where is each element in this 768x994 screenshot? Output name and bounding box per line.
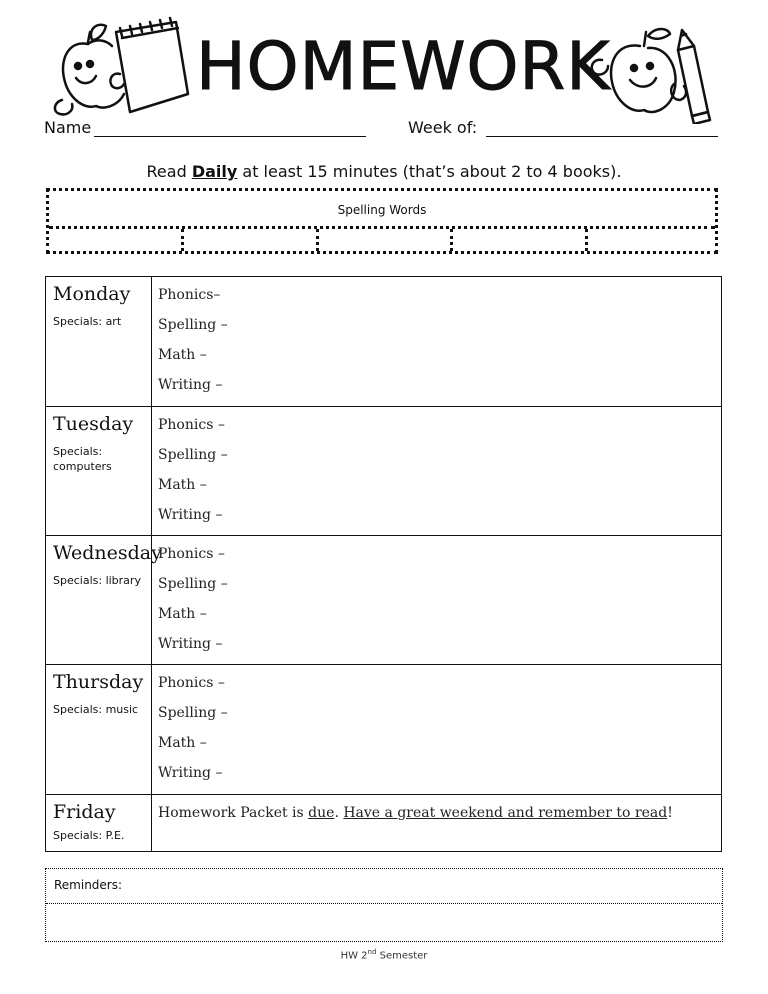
spelling-cell-divider xyxy=(450,229,453,251)
task-math: Math – xyxy=(158,735,207,751)
friday-note-text: due xyxy=(308,805,335,821)
footer-label xyxy=(0,948,768,961)
footer-suffix: Semester xyxy=(376,950,428,962)
specials-label: Specials: computers xyxy=(53,445,112,473)
day-cell xyxy=(46,277,152,406)
weekly-homework-table xyxy=(45,276,722,852)
day-name: Tuesday xyxy=(53,413,134,435)
task-phonics: Phonics– xyxy=(158,287,221,303)
reading-instruction xyxy=(0,162,768,181)
task-cell xyxy=(158,665,721,794)
task-writing: Writing – xyxy=(158,636,223,652)
name-label: Name xyxy=(44,118,92,137)
friday-note-text: ! xyxy=(667,805,673,821)
day-name: Monday xyxy=(53,283,131,305)
friday-note-text: . xyxy=(334,805,344,821)
reading-suffix: at least 15 minutes (that’s about 2 to 4 books). xyxy=(237,162,622,181)
day-name: Wednesday xyxy=(53,542,162,564)
specials-label: Specials: P.E. xyxy=(53,829,125,842)
spelling-cell-divider xyxy=(316,229,319,251)
spelling-words-box xyxy=(46,188,718,254)
task-writing: Writing – xyxy=(158,377,223,393)
footer-text: HW 2 xyxy=(340,950,368,962)
day-name: Thursday xyxy=(53,671,144,693)
task-cell xyxy=(158,407,721,535)
task-writing: Writing – xyxy=(158,765,223,781)
day-cell xyxy=(46,536,162,664)
page-title: HOMEWORK xyxy=(196,28,611,105)
spelling-cell-divider xyxy=(181,229,184,251)
reminders-divider xyxy=(46,903,722,904)
task-spelling: Spelling – xyxy=(158,317,228,333)
reminders-box xyxy=(45,868,723,942)
task-cell xyxy=(158,277,721,406)
day-row-friday xyxy=(46,795,721,851)
task-phonics: Phonics – xyxy=(158,546,225,562)
day-row-thursday xyxy=(46,665,721,795)
day-row-wednesday xyxy=(46,536,721,665)
day-cell xyxy=(46,407,152,535)
specials-label: Specials: art xyxy=(53,315,122,328)
reading-prefix: Read xyxy=(146,162,192,181)
task-phonics: Phonics – xyxy=(158,675,225,691)
task-spelling: Spelling – xyxy=(158,705,228,721)
task-math: Math – xyxy=(158,477,207,493)
task-cell xyxy=(158,795,721,851)
reading-emphasis: Daily xyxy=(191,162,238,181)
task-math: Math – xyxy=(158,347,207,363)
friday-note-text: Homework Packet is xyxy=(158,805,309,821)
specials-label: Specials: music xyxy=(53,703,139,716)
spelling-cell-divider xyxy=(585,229,588,251)
footer-superscript: nd xyxy=(367,948,377,956)
task-math: Math – xyxy=(158,606,207,622)
day-name: Friday xyxy=(53,801,116,823)
apple-notepad-clipart-icon xyxy=(48,14,198,122)
reminders-label: Reminders: xyxy=(54,878,123,892)
week-of-field[interactable] xyxy=(486,136,718,137)
friday-note-text: Have a great weekend and remember to read xyxy=(343,805,668,821)
task-phonics: Phonics – xyxy=(158,417,225,433)
friday-note xyxy=(158,805,673,821)
day-cell xyxy=(46,795,152,851)
specials-label: Specials: library xyxy=(53,574,141,587)
week-of-label: Week of: xyxy=(408,118,478,137)
apple-pencil-clipart-icon xyxy=(582,20,722,124)
task-spelling: Spelling – xyxy=(158,447,228,463)
task-cell xyxy=(158,536,721,664)
task-writing: Writing – xyxy=(158,507,223,523)
day-cell xyxy=(46,665,152,794)
name-field[interactable] xyxy=(94,136,366,137)
spelling-divider xyxy=(49,226,715,229)
day-row-monday xyxy=(46,277,721,407)
task-spelling: Spelling – xyxy=(158,576,228,592)
spelling-words-title: Spelling Words xyxy=(337,203,427,217)
day-row-tuesday xyxy=(46,407,721,536)
